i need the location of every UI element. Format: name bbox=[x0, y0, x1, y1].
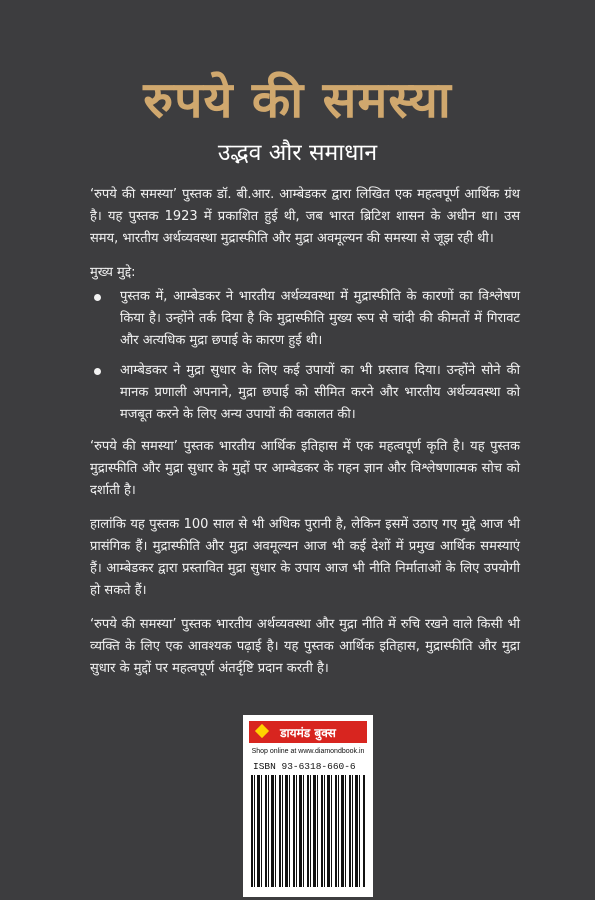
point-text: पुस्तक में, आम्बेडकर ने भारतीय अर्थव्यवस्था में मुद्रास्फीति के कारणों का विश्लेषण किया है। उन्होंने तर्क दिया है कि मुद्रास्फीति मुख्य रूप से चांदी की कीमतों में गिरावट और अत्यधिक मुद्रा छपाई के कारण हुई थी। bbox=[120, 289, 520, 348]
book-title: रुपये की समस्या bbox=[143, 70, 452, 129]
isbn-text: ISBN 93-6318-660-6 bbox=[253, 761, 356, 772]
conclusion-paragraph: ‘रुपये की समस्या’ पुस्तक भारतीय अर्थव्यवस्था और मुद्रा नीति में रुचि रखने वाले किसी भी व्यक्ति के लिए एक आवश्यक पढ़ाई है। यह पुस्तक आर्थिक इतिहास, मुद्रास्फीति और मुद्रा सुधार के मुद्दों पर महत्वपूर्ण अंतर्दृष्टि प्रदान करती है। bbox=[90, 617, 520, 676]
barcode bbox=[251, 775, 365, 887]
shop-online-text: Shop online at www.diamondbook.in bbox=[251, 748, 365, 755]
list-item bbox=[90, 286, 520, 352]
points-heading: मुख्य मुद्दे: bbox=[90, 265, 136, 280]
publisher-box bbox=[243, 715, 373, 897]
diamond-icon bbox=[255, 724, 269, 738]
publisher-logo-text: डायमंड बुक्स bbox=[280, 725, 336, 740]
intro-paragraph: ‘रुपये की समस्या’ पुस्तक डॉ. बी.आर. आम्बेडकर द्वारा लिखित एक महत्वपूर्ण आर्थिक ग्रंथ है। यह पुस्तक 1923 में प्रकाशित हुई थी, जब भारत ब्रिटिश शासन के अधीन था। उस समय, भारतीय अर्थव्यवस्था मुद्रास्फीति और मुद्रा अवमूल्यन की समस्या से जूझ रही थी। bbox=[90, 187, 520, 246]
point-text: आम्बेडकर ने मुद्रा सुधार के लिए कई उपायों का भी प्रस्ताव दिया। उन्होंने सोने की मानक प्रणाली अपनाने, मुद्रा छपाई को सीमित करने और भारतीय अर्थव्यवस्था को मजबूत करने के लिए अन्य उपायों की वकालत की। bbox=[120, 363, 520, 422]
significance-paragraph: ‘रुपये की समस्या’ पुस्तक भारतीय आर्थिक इतिहास में एक महत्वपूर्ण कृति है। यह पुस्तक मुद्रास्फीति और मुद्रा सुधार के मुद्दों पर आम्बेडकर के गहन ज्ञान और विश्लेषणात्मक सोच को दर्शाती है। bbox=[90, 439, 520, 498]
blurb-body bbox=[90, 184, 520, 692]
publisher-logo bbox=[249, 721, 367, 743]
list-item bbox=[90, 360, 520, 426]
bullet-icon bbox=[94, 368, 101, 375]
bullet-icon bbox=[94, 294, 101, 301]
relevance-paragraph: हालांकि यह पुस्तक 100 साल से भी अधिक पुरानी है, लेकिन इसमें उठाए गए मुद्दे आज भी प्रासंगिक हैं। मुद्रास्फीति और मुद्रा अवमूल्यन आज भी कई देशों में प्रमुख आर्थिक समस्याएं हैं। आम्बेडकर द्वारा प्रस्तावित मुद्रा सुधार के उपाय आज भी नीति निर्माताओं के लिए उपयोगी हो सकते हैं। bbox=[90, 517, 520, 598]
book-subtitle: उद्भव और समाधान bbox=[217, 140, 378, 166]
points-list bbox=[90, 286, 520, 426]
